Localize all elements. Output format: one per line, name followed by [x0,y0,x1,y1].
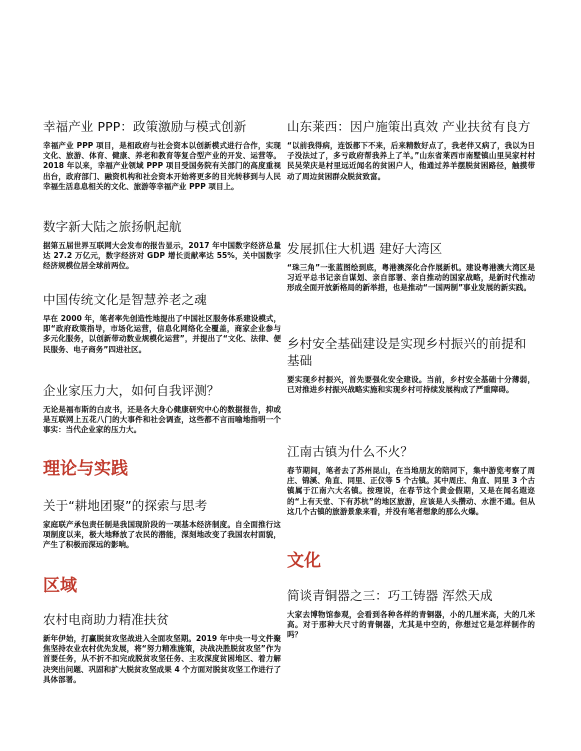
article-title[interactable]: 简谈青铜器之三：巧工铸器 浑然天成 [287,588,493,603]
article-title[interactable]: 乡村安全基础建设是实现乡村振兴的前提和基础 [287,336,527,368]
article-title[interactable]: 农村电商助力精准扶贫 [43,612,170,627]
article-title[interactable]: 数字新大陆之旅扬帆起航 [43,219,182,234]
section-region [43,576,281,596]
article-summary: 要实现乡村振兴，首先要强化安全建设。当前，乡村安全基础十分薄弱，已对推进乡村振兴战略实施和实现乡村可持续发展构成了严重障碍。 [287,375,535,395]
article-summary: 据第五届世界互联网大会发布的报告显示，2017 年中国数字经济总量达 27.2 万亿元，数字经济对 GDP 增长贡献率达 55%，关中国数字经济规模位居全球前两位。 [43,241,281,271]
article [43,218,281,272]
article-summary: 春节期间，笔者去了苏州昆山，在当地朋友的陪同下，集中游览考察了周庄、锦溪、角直、同里、正仪等 5 个古镇。其中周庄、角直、同里 3 个古镇属于江南六大名镇。按理说，在春节这个黄金假期，又是在闻名遐迩的“上有天堂、下有苏杭”的地区旅游，应该是人头攒动、水泄不通。但从这几个古镇的旅游景象来看，并没有笔者想象的那么火爆。 [287,466,535,516]
article [43,291,281,355]
article-title[interactable]: 江南古镇为什么不火？ [287,444,414,459]
article-summary: 家庭联产承包责任制是我国现阶段的一项基本经济制度。自全面推行这项制度以来，极大地释放了农民的潜能，深刻地改变了我国农村面貌，产生了积极而深远的影响。 [43,520,281,550]
article-title[interactable]: 山东莱西：因户施策出真效 产业扶贫有良方 [287,119,531,134]
article-summary: 新年伊始，打赢脱贫攻坚战进入全面攻坚期。2019 年中央一号文件聚焦坚持农业农村优先发展，将“努力精准施策，决战决胜脱贫攻坚”作为首要任务，从不折不扣完成脱贫攻坚任务、主攻深度贫困地区、着力解决突出问题、巩固和扩大脱贫攻坚成果 4 个方面对脱贫攻坚工作进行了具体部署。 [43,634,281,684]
article-summary: “珠三角”一张蓝图绘到底，粤港澳深化合作展新机。建设粤港澳大湾区是习近平总书记亲自谋划、亲自部署、亲自推动的国家战略，是新时代推动形成全面开放新格局的新举措，也是推动“一国两制”事业发展的新实践。 [287,263,535,293]
article-title[interactable]: 企业家压力大，如何自我评测？ [43,383,220,398]
section-title: 理论与实践 [43,459,128,479]
article [287,587,535,641]
article-summary: 无论是福布斯的白皮书，还是各大身心健康研究中心的数据报告，抑或是互联网上五花八门的大事件和社会调查，这些都不言而喻地指明一个事实：当代企业家的压力大。 [43,405,281,435]
article-summary: 大家去博物馆参观，会看到各种各样的青铜器，小的几厘米高，大的几米高。对于那种大尺寸的青铜器，尤其是中空的，你想过它是怎样制作的吗？ [287,610,535,640]
article [43,118,281,192]
article-summary: “以前我得病，连饭都下不来，后来精数好点了，我老伴又病了，我以为日子没法过了，多亏政府帮我养上了羊。”山东省莱西市南墅镇山里吴家村村民吴荣庆是村里远近闻名的贫困户人，他通过养羊摆脱贫困路径，触摸带动了周边贫困群众脱贫致富。 [287,141,535,181]
article-title[interactable]: 中国传统文化是智慧养老之魂 [43,292,207,307]
article-title[interactable]: 关于“耕地团聚”的探索与思考 [43,498,208,513]
article [287,118,535,182]
article-summary: 幸福产业 PPP 项目，是相政府与社会资本以创新模式进行合作，实现文化、旅游、体育、健康、养老和教育等复合型产业的开发、运营等。2018 年以来，幸福产业领域 PPP 项目受国务院有关部门的高度重视出台，政府部门、融资机构和社会资本开始将更多的目光转移到与人民幸福生活息息相关的文化、旅游等幸福产业 PPP 项目上。 [43,141,281,191]
article [287,443,535,517]
article-summary: 早在 2000 年，笔者率先创造性地提出了中国社区服务体系建设模式，即“政府政策指导，市场化运营，信息化网络化全覆盖，商家企业参与多元化服务，以创新带动数业规模化运营”，并提出了“文化、法律、便民服务、电子商务”四进社区。 [43,314,281,354]
article [287,335,535,395]
article [43,611,281,685]
article [43,497,281,551]
article [287,240,535,294]
article [43,382,281,436]
section-title: 区域 [43,576,77,596]
article-title[interactable]: 发展抓住大机遇 建好大湾区 [287,241,443,256]
section-theory [43,459,281,479]
section-culture [287,551,535,571]
section-title: 文化 [287,551,321,571]
article-title[interactable]: 幸福产业 PPP：政策激励与模式创新 [43,119,247,134]
